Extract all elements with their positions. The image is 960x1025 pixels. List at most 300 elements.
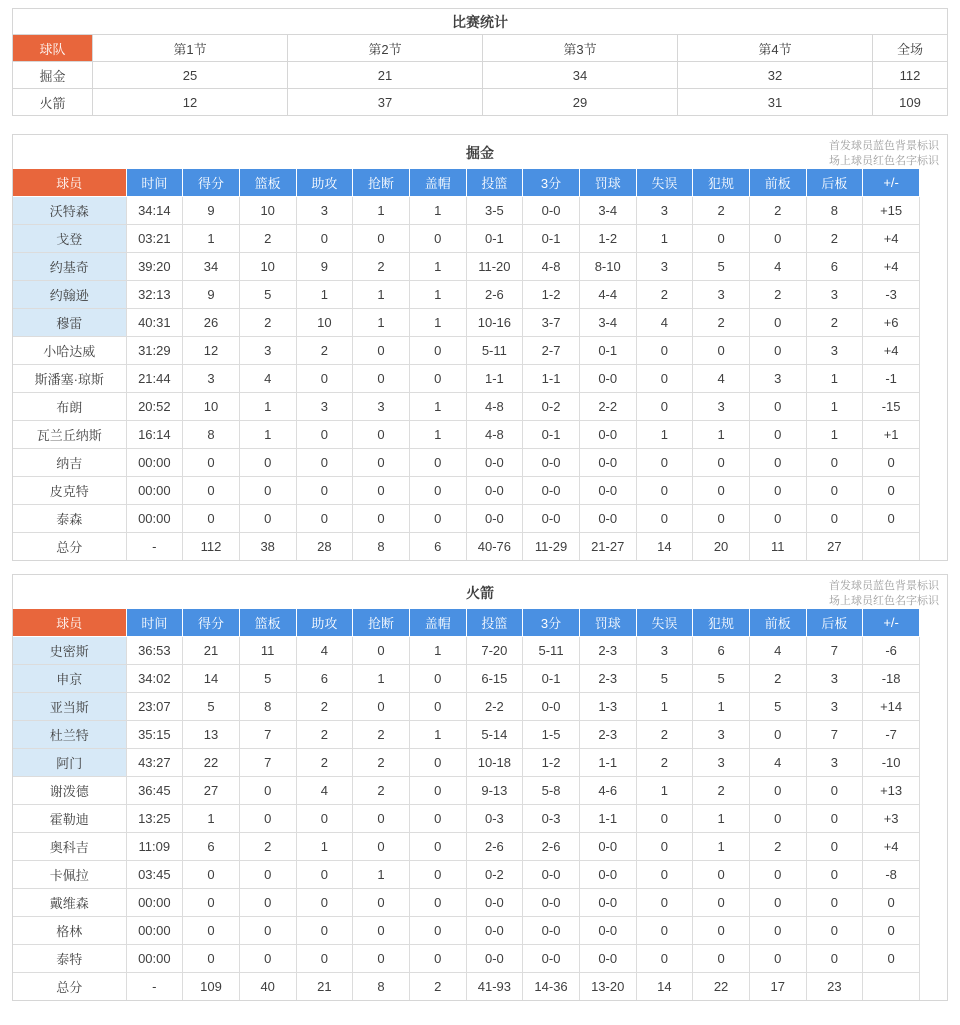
- stat-cell: 0-0: [579, 420, 636, 448]
- player-row: [13, 420, 920, 448]
- stat-cell: 2: [239, 832, 296, 860]
- stat-cell: 1-3: [579, 692, 636, 720]
- player-name-cell: 斯潘塞·琼斯: [13, 364, 126, 392]
- stat-cell: 1-1: [523, 364, 580, 392]
- stat-cell: 0: [409, 804, 466, 832]
- stats-col-header: 篮板: [239, 609, 296, 636]
- stat-cell: 0-0: [466, 916, 523, 944]
- stat-cell: 0-2: [523, 392, 580, 420]
- stat-cell: 0: [296, 944, 353, 972]
- total-stat-cell: 14: [636, 532, 693, 560]
- stat-cell: 3: [693, 748, 750, 776]
- stat-cell: 0-0: [523, 692, 580, 720]
- stat-cell: 1: [636, 224, 693, 252]
- stat-cell: 4: [693, 364, 750, 392]
- stat-cell: 0: [636, 336, 693, 364]
- total-stat-cell: 21-27: [579, 532, 636, 560]
- stat-cell: 0-0: [579, 944, 636, 972]
- stat-cell: 0: [409, 476, 466, 504]
- stat-cell: 0-1: [466, 224, 523, 252]
- player-name-cell: 纳吉: [13, 448, 126, 476]
- stat-cell: 2-3: [579, 636, 636, 664]
- stat-cell: 0: [183, 448, 240, 476]
- stat-cell: 2-6: [523, 832, 580, 860]
- stat-cell: -8: [863, 860, 920, 888]
- stat-cell: 0: [749, 916, 806, 944]
- stat-cell: 0: [693, 944, 750, 972]
- stat-cell: 0: [296, 860, 353, 888]
- legend-line-oncourt: 场上球员红色名字标识: [829, 155, 939, 167]
- stat-cell: 2: [296, 748, 353, 776]
- stat-cell: 4: [749, 748, 806, 776]
- stat-cell: 0: [749, 776, 806, 804]
- scoreboard-body: [13, 9, 948, 116]
- quarter-score-cell: 37: [288, 89, 483, 116]
- stat-cell: 3: [693, 720, 750, 748]
- quarter-score-cell: 21: [288, 62, 483, 89]
- stat-cell: 2: [296, 692, 353, 720]
- stat-cell: 3: [806, 664, 863, 692]
- quarter-score-cell: 112: [873, 62, 948, 89]
- stat-cell: 0-0: [579, 916, 636, 944]
- stat-cell: 7: [806, 720, 863, 748]
- stat-cell: 0: [863, 944, 920, 972]
- stats-col-header: 时间: [126, 169, 183, 196]
- stat-cell: 0-0: [579, 448, 636, 476]
- stat-cell: +14: [863, 692, 920, 720]
- stat-cell: 0: [353, 448, 410, 476]
- stats-col-header: 失误: [636, 609, 693, 636]
- stat-cell: 1-5: [523, 720, 580, 748]
- stats-col-header: 时间: [126, 609, 183, 636]
- scoreboard-col-header: 第3节: [483, 35, 678, 62]
- stat-cell: 0: [239, 860, 296, 888]
- total-stat-cell: 13-20: [579, 972, 636, 1000]
- stat-cell: 0: [353, 336, 410, 364]
- player-row: [13, 636, 920, 664]
- stat-cell: 0: [806, 888, 863, 916]
- stat-cell: 10: [239, 196, 296, 224]
- team-name-cell: 火箭: [13, 89, 93, 116]
- stat-cell: 1-2: [523, 280, 580, 308]
- stat-cell: 0-0: [466, 504, 523, 532]
- stat-cell: 2: [239, 308, 296, 336]
- player-stats-body: [13, 169, 920, 560]
- stat-cell: 3: [239, 336, 296, 364]
- stat-cell: 4: [749, 252, 806, 280]
- stat-cell: 0: [749, 720, 806, 748]
- stat-cell: 4: [749, 636, 806, 664]
- stat-cell: 0-0: [579, 888, 636, 916]
- total-stat-cell: 41-93: [466, 972, 523, 1000]
- total-label-cell: 总分: [13, 532, 126, 560]
- stat-cell: 8: [239, 692, 296, 720]
- stat-cell: 0: [239, 476, 296, 504]
- stat-cell: 0: [636, 916, 693, 944]
- player-row: [13, 224, 920, 252]
- player-row: [13, 504, 920, 532]
- stat-cell: 1: [636, 420, 693, 448]
- stat-cell: 0: [749, 336, 806, 364]
- stat-cell: 1: [409, 636, 466, 664]
- stat-cell: 3: [296, 196, 353, 224]
- stat-cell: 3: [636, 196, 693, 224]
- scoreboard-col-header: 全场: [873, 35, 948, 62]
- stat-cell: 1: [409, 392, 466, 420]
- stat-cell: 2: [353, 776, 410, 804]
- stat-cell: 0: [296, 420, 353, 448]
- stat-cell: 5-14: [466, 720, 523, 748]
- stat-cell: 0-0: [523, 196, 580, 224]
- player-name-cell: 格林: [13, 916, 126, 944]
- stat-cell: 3-4: [579, 196, 636, 224]
- stat-cell: 40:31: [126, 308, 183, 336]
- stat-cell: 0-2: [466, 860, 523, 888]
- stat-cell: 0: [296, 916, 353, 944]
- stat-cell: 5: [239, 664, 296, 692]
- stat-cell: 5-11: [466, 336, 523, 364]
- player-row: [13, 832, 920, 860]
- stat-cell: 7-20: [466, 636, 523, 664]
- stat-cell: 10: [296, 308, 353, 336]
- player-name-cell: 阿门: [13, 748, 126, 776]
- scoreboard-col-team: 球队: [13, 35, 93, 62]
- stat-cell: 1-1: [579, 748, 636, 776]
- stat-cell: 0: [353, 944, 410, 972]
- scoreboard-table: [12, 8, 948, 116]
- stat-cell: 2: [749, 832, 806, 860]
- stat-cell: -3: [863, 280, 920, 308]
- stat-cell: 0-0: [579, 476, 636, 504]
- stat-cell: 0: [183, 888, 240, 916]
- stat-cell: 0: [239, 916, 296, 944]
- stat-cell: 0: [353, 420, 410, 448]
- stat-cell: 0: [409, 336, 466, 364]
- legend-line-oncourt: 场上球员红色名字标识: [829, 595, 939, 607]
- stat-cell: 1: [806, 364, 863, 392]
- scoreboard-header-row: [13, 35, 948, 62]
- stat-cell: 34:02: [126, 664, 183, 692]
- stat-cell: 0: [693, 336, 750, 364]
- stats-col-header: 前板: [749, 169, 806, 196]
- stat-cell: 3: [296, 392, 353, 420]
- stat-cell: 1: [636, 776, 693, 804]
- stat-cell: 1: [353, 280, 410, 308]
- stat-cell: 0: [183, 504, 240, 532]
- stat-cell: 39:20: [126, 252, 183, 280]
- stat-cell: 0: [239, 448, 296, 476]
- stat-cell: 5: [636, 664, 693, 692]
- stat-cell: 2-3: [579, 664, 636, 692]
- total-stat-cell: 6: [409, 532, 466, 560]
- stat-cell: 0: [806, 944, 863, 972]
- stat-cell: 0-0: [523, 860, 580, 888]
- stat-cell: 0: [353, 692, 410, 720]
- player-name-cell: 瓦兰丘纳斯: [13, 420, 126, 448]
- stat-cell: 0-0: [466, 888, 523, 916]
- stat-cell: 00:00: [126, 944, 183, 972]
- stat-cell: 0-0: [579, 504, 636, 532]
- stat-cell: 43:27: [126, 748, 183, 776]
- total-stat-cell: 17: [749, 972, 806, 1000]
- stat-cell: 4: [636, 308, 693, 336]
- stats-col-header: 得分: [183, 609, 240, 636]
- stat-cell: 3: [636, 252, 693, 280]
- quarter-score-cell: 34: [483, 62, 678, 89]
- stat-cell: 9: [183, 280, 240, 308]
- stat-cell: 3-7: [523, 308, 580, 336]
- starter-legend: [829, 579, 939, 609]
- stats-col-header: 篮板: [239, 169, 296, 196]
- stat-cell: -10: [863, 748, 920, 776]
- total-stat-cell: -: [126, 972, 183, 1000]
- stat-cell: 03:45: [126, 860, 183, 888]
- stat-cell: 5-11: [523, 636, 580, 664]
- stat-cell: 0: [749, 888, 806, 916]
- stat-cell: 5: [183, 692, 240, 720]
- stat-cell: 0: [749, 448, 806, 476]
- total-stat-cell: 14: [636, 972, 693, 1000]
- stat-cell: 3: [749, 364, 806, 392]
- stat-cell: 2: [296, 720, 353, 748]
- stat-cell: 1: [409, 280, 466, 308]
- stat-cell: 0: [409, 224, 466, 252]
- team-box-nuggets: [12, 134, 948, 561]
- player-name-cell: 皮克特: [13, 476, 126, 504]
- stat-cell: 0: [353, 804, 410, 832]
- stats-col-header: +/-: [863, 609, 920, 636]
- stat-cell: 0: [863, 504, 920, 532]
- stat-cell: 1: [239, 420, 296, 448]
- stat-cell: 0: [296, 448, 353, 476]
- stat-cell: 2: [636, 720, 693, 748]
- stat-cell: 2: [636, 748, 693, 776]
- stat-cell: 1: [409, 420, 466, 448]
- stat-cell: 0: [693, 860, 750, 888]
- total-stat-cell: 14-36: [523, 972, 580, 1000]
- stat-cell: 2: [353, 748, 410, 776]
- stat-cell: 0: [806, 504, 863, 532]
- stat-cell: 0: [409, 860, 466, 888]
- stat-cell: 0: [749, 476, 806, 504]
- stat-cell: 27: [183, 776, 240, 804]
- player-row: [13, 776, 920, 804]
- stat-cell: 00:00: [126, 448, 183, 476]
- quarter-score-cell: 29: [483, 89, 678, 116]
- stat-cell: +4: [863, 832, 920, 860]
- player-name-cell: 泰特: [13, 944, 126, 972]
- stat-cell: 2: [693, 308, 750, 336]
- total-label-cell: 总分: [13, 972, 126, 1000]
- stat-cell: 4-8: [466, 420, 523, 448]
- stat-cell: 2-6: [466, 280, 523, 308]
- stat-cell: 0-0: [579, 860, 636, 888]
- stat-cell: -1: [863, 364, 920, 392]
- stat-cell: 0: [409, 944, 466, 972]
- stat-cell: 0: [296, 888, 353, 916]
- stat-cell: 8-10: [579, 252, 636, 280]
- total-stat-cell: -: [126, 532, 183, 560]
- total-stat-cell: 11-29: [523, 532, 580, 560]
- stat-cell: 5: [749, 692, 806, 720]
- quarter-score-cell: 31: [678, 89, 873, 116]
- player-row: [13, 196, 920, 224]
- stat-cell: 3: [806, 336, 863, 364]
- stat-cell: 21: [183, 636, 240, 664]
- stat-cell: 1-1: [466, 364, 523, 392]
- stat-cell: 0: [239, 944, 296, 972]
- quarter-score-cell: 25: [93, 62, 288, 89]
- stat-cell: 0: [409, 692, 466, 720]
- team-box-head: [13, 135, 947, 169]
- stat-cell: 1: [353, 860, 410, 888]
- stat-cell: 8: [806, 196, 863, 224]
- stat-cell: 0: [409, 832, 466, 860]
- stat-cell: 34: [183, 252, 240, 280]
- player-name-cell: 沃特森: [13, 196, 126, 224]
- stats-col-header: +/-: [863, 169, 920, 196]
- stat-cell: 3: [183, 364, 240, 392]
- stat-cell: 14: [183, 664, 240, 692]
- quarter-score-cell: 12: [93, 89, 288, 116]
- stat-cell: 3: [806, 692, 863, 720]
- player-row: [13, 336, 920, 364]
- stat-cell: 3: [806, 748, 863, 776]
- stat-cell: 34:14: [126, 196, 183, 224]
- stat-cell: 0: [806, 776, 863, 804]
- stat-cell: 4-8: [466, 392, 523, 420]
- stat-cell: 2: [749, 664, 806, 692]
- stat-cell: 1: [183, 804, 240, 832]
- stat-cell: 5: [693, 664, 750, 692]
- stat-cell: -18: [863, 664, 920, 692]
- stat-cell: 11-20: [466, 252, 523, 280]
- stat-cell: 0: [296, 476, 353, 504]
- player-row: [13, 804, 920, 832]
- stat-cell: 36:53: [126, 636, 183, 664]
- stat-cell: 0: [183, 916, 240, 944]
- stat-cell: 11:09: [126, 832, 183, 860]
- stats-col-header: 盖帽: [409, 169, 466, 196]
- player-stats-body: [13, 609, 920, 1000]
- stat-cell: 00:00: [126, 916, 183, 944]
- stat-cell: 0: [863, 448, 920, 476]
- stat-cell: 1-1: [579, 804, 636, 832]
- player-name-cell: 杜兰特: [13, 720, 126, 748]
- stat-cell: 2: [296, 336, 353, 364]
- player-row: [13, 364, 920, 392]
- stats-header-row: [13, 609, 920, 636]
- stat-cell: 0: [636, 804, 693, 832]
- stat-cell: 0: [409, 776, 466, 804]
- scoreboard-col-header: 第2节: [288, 35, 483, 62]
- stat-cell: 6: [183, 832, 240, 860]
- stats-col-header: 前板: [749, 609, 806, 636]
- stat-cell: 1: [296, 832, 353, 860]
- stat-cell: 16:14: [126, 420, 183, 448]
- stat-cell: 0-0: [523, 448, 580, 476]
- player-row: [13, 476, 920, 504]
- stat-cell: -15: [863, 392, 920, 420]
- stat-cell: 6: [296, 664, 353, 692]
- total-stat-cell: 40: [239, 972, 296, 1000]
- player-row: [13, 888, 920, 916]
- stat-cell: 0-3: [523, 804, 580, 832]
- stat-cell: 0: [296, 804, 353, 832]
- stat-cell: 0: [296, 504, 353, 532]
- stat-cell: 22: [183, 748, 240, 776]
- player-row: [13, 860, 920, 888]
- stat-cell: 0-1: [579, 336, 636, 364]
- total-stat-cell: 22: [693, 972, 750, 1000]
- stat-cell: 13:25: [126, 804, 183, 832]
- stat-cell: 0-1: [523, 420, 580, 448]
- scoreboard-col-header: 第1节: [93, 35, 288, 62]
- quarter-score-cell: 32: [678, 62, 873, 89]
- stat-cell: 0: [749, 860, 806, 888]
- stat-cell: 7: [239, 748, 296, 776]
- stat-cell: 2: [806, 308, 863, 336]
- stat-cell: 2: [749, 280, 806, 308]
- player-row: [13, 692, 920, 720]
- total-stat-cell: [863, 972, 920, 1000]
- stat-cell: 2-3: [579, 720, 636, 748]
- player-row: [13, 944, 920, 972]
- stat-cell: 0: [636, 448, 693, 476]
- stat-cell: 4: [239, 364, 296, 392]
- total-stat-cell: [863, 532, 920, 560]
- player-name-cell: 史密斯: [13, 636, 126, 664]
- stat-cell: 10-16: [466, 308, 523, 336]
- player-row: [13, 748, 920, 776]
- stat-cell: 26: [183, 308, 240, 336]
- player-name-cell: 布朗: [13, 392, 126, 420]
- player-row: [13, 916, 920, 944]
- stats-col-player: 球员: [13, 169, 126, 196]
- stat-cell: 0: [749, 392, 806, 420]
- stat-cell: 12: [183, 336, 240, 364]
- total-stat-cell: 8: [353, 532, 410, 560]
- stat-cell: 3: [693, 392, 750, 420]
- stat-cell: 0: [353, 888, 410, 916]
- stat-cell: 0: [693, 888, 750, 916]
- total-stat-cell: 2: [409, 972, 466, 1000]
- stat-cell: 0: [806, 832, 863, 860]
- stat-cell: 4-6: [579, 776, 636, 804]
- stat-cell: 0: [409, 504, 466, 532]
- stat-cell: +4: [863, 336, 920, 364]
- stats-col-header: 助攻: [296, 609, 353, 636]
- stats-col-header: 投篮: [466, 609, 523, 636]
- starter-legend: [829, 139, 939, 169]
- team-box-rockets: [12, 574, 948, 1001]
- stat-cell: 0: [693, 916, 750, 944]
- stat-cell: 0: [353, 832, 410, 860]
- stat-cell: 0: [863, 888, 920, 916]
- stat-cell: 10: [183, 392, 240, 420]
- stat-cell: 1: [693, 832, 750, 860]
- stat-cell: 1: [806, 420, 863, 448]
- stat-cell: 0: [353, 504, 410, 532]
- stat-cell: 0: [636, 476, 693, 504]
- player-name-cell: 戈登: [13, 224, 126, 252]
- stat-cell: 0: [806, 476, 863, 504]
- stat-cell: 0-0: [466, 448, 523, 476]
- stat-cell: 9-13: [466, 776, 523, 804]
- stat-cell: 0: [693, 224, 750, 252]
- stat-cell: 0-1: [523, 224, 580, 252]
- stat-cell: 0: [749, 504, 806, 532]
